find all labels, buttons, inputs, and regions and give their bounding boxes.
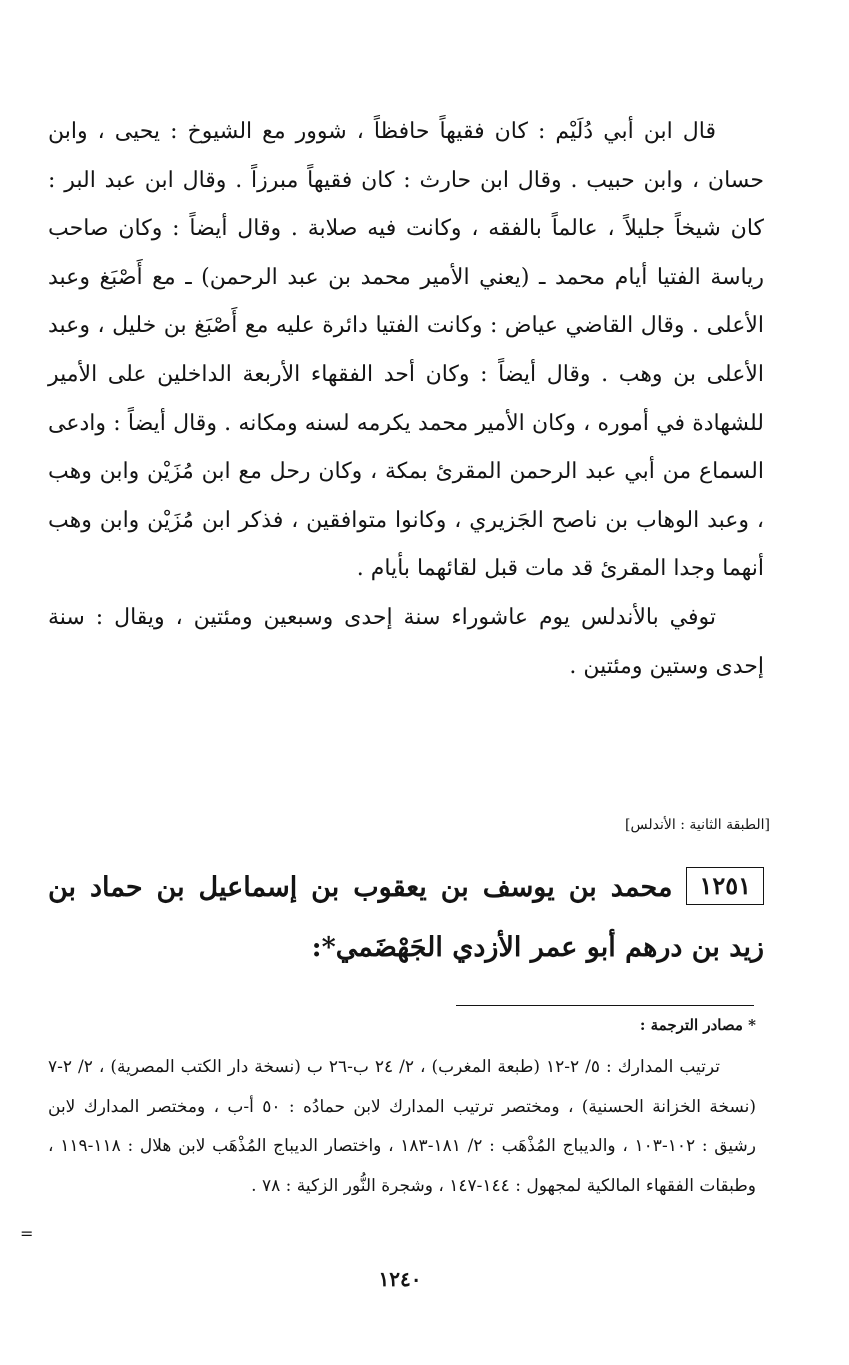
page-number: ١٢٤٠ [378, 1267, 422, 1291]
main-text [48, 108, 764, 691]
death-paragraph: توفي بالأندلس يوم عاشوراء سنة إحدى وسبعين ومئتين ، ويقال : سنة إحدى وستين ومئتين . [48, 604, 764, 679]
entry-heading-text: محمد بن يوسف بن يعقوب بن إسماعيل بن حماد بن زيد بن درهم أبو عمر الأزدي الجَهْضَمي*: [48, 872, 764, 963]
entry-number-box: ١٢٥١ [686, 867, 764, 905]
footnote-divider [456, 1005, 754, 1006]
footnote-sources [48, 1048, 756, 1206]
margin-mark: = [20, 1224, 34, 1243]
footnote-sources-text: ترتيب المدارك : ٥/ ٢-١٢ (طبعة المغرب) ، ٢/ ٢٤ ب-٢٦ ب (نسخة دار الكتب المصرية) ، ٢/ ٢-٧ (نسخة الخزانة الحسنية) ، ومختصر ترتيب المدارك لابن حمادُه : ٥٠ أ-ب ، ومختصر المدارك لابن رشيق : ١٠٢-١٠٣ ، والديباج المُذْهَب : ٢/ ١٨١-١٨٣ ، واختصار الديباج المُذْهَب لابن هلال : ١١٨-١١٩ ، وطبقات الفقهاء المالكية لمجهول : ١٤٤-١٤٧ ، وشجرة النُّور الزكية : ٧٨ . [48, 1057, 757, 1196]
section-label: [الطبقة الثانية : الأندلس] [625, 817, 770, 833]
entry-heading [48, 858, 764, 978]
footnote-title: * مصادر الترجمة : [639, 1016, 756, 1034]
biography-paragraph: قال ابن أبي دُلَيْم : كان فقيهاً حافظاً ، شوور مع الشيوخ : يحيى ، وابن حسان ، وابن حبيب . وقال ابن حارث : كان فقيهاً مبرزاً . وقال ابن عبد البر : كان شيخاً جليلاً ، عالماً بالفقه ، وكانت فيه صلابة . وقال أيضاً : وكان صاحب رياسة الفتيا أيام محمد ـ (يعني الأمير محمد بن عبد الرحمن) ـ مع أَصْبَغ وعبد الأعلى . وقال القاضي عياض : وكانت الفتيا دائرة عليه مع أَصْبَغ بن خليل ، وعبد الأعلى بن وهب . وقال أيضاً : وكان أحد الفقهاء الأربعة الداخلين على الأمير للشهادة في أموره ، وكان الأمير محمد يكرمه لسنه ومكانه . وقال أيضاً : وادعى السماع من أبي عبد الرحمن المقرئ بمكة ، وكان رحل مع ابن مُزَيْن وابن وهب ، وعبد الوهاب بن ناصح الجَزيري ، وكانوا متوافقين ، فذكر ابن مُزَيْن وابن وهب أنهما وجدا المقرئ قد مات قبل لقائهما بأيام . [48, 119, 764, 582]
